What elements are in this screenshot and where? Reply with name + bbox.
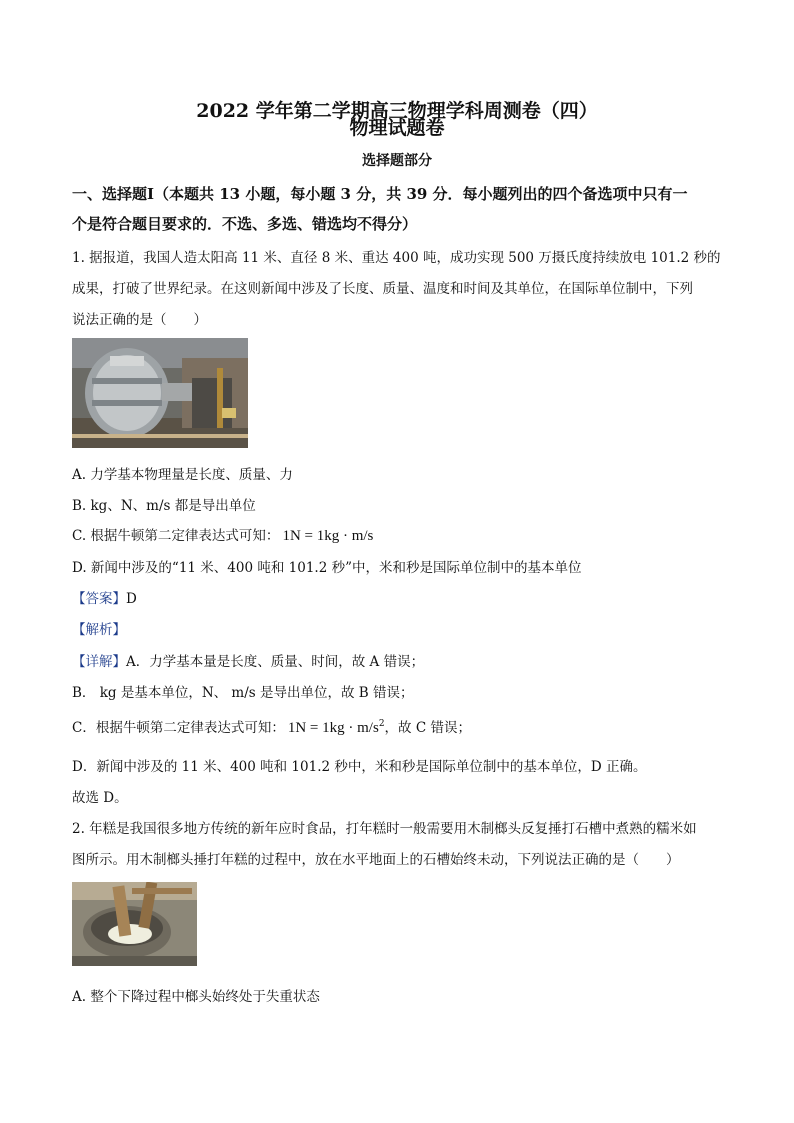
q1-stem-line2: 成果，打破了世界纪录。在这则新闻中涉及了长度、质量、温度和时间及其单位，在国际单位制中，下列 <box>72 281 693 297</box>
q2-option-a: A. 整个下降过程中榔头始终处于失重状态 <box>72 989 320 1005</box>
q1-stem-line1: 1. 据报道，我国人造太阳高 11 米、直径 8 米、重达 400 吨，成功实现 500 万摄氏度持续放电 101.2 秒的 <box>72 250 721 266</box>
q1-stem-line3: 说法正确的是（ ） <box>72 312 207 328</box>
detail-c <box>72 716 471 737</box>
q1-option-c-text: C. 根据牛顿第二定律表达式可知： <box>72 528 280 544</box>
section-instructions-line2: 个是符合题目要求的．不选、多选、错选均不得分） <box>72 215 418 233</box>
q2-stem-line1: 2. 年糕是我国很多地方传统的新年应时食品，打年糕时一般需要用木制榔头反复捶打石槽中煮熟的糯米如 <box>72 821 697 837</box>
q1-option-c <box>72 524 373 545</box>
q1-option-a: A. 力学基本物理量是长度、质量、力 <box>72 467 293 483</box>
answer-line <box>72 587 137 607</box>
q1-option-b: B. kg、N、m/s 都是导出单位 <box>72 498 256 514</box>
exam-title: 2022 学年第二学期高三物理学科周测卷（四） <box>196 100 598 122</box>
detail-c-text: C．根据牛顿第二定律表达式可知： <box>72 720 285 736</box>
q2-stem-line2: 图所示。用木制榔头捶打年糕的过程中，放在水平地面上的石槽始终未动，下列说法正确的是（ ） <box>72 852 680 868</box>
detail-a: A．力学基本量是长度、质量、时间，故 A 错误； <box>126 654 425 670</box>
detail-a-line <box>72 650 424 670</box>
q1-option-d: D. 新闻中涉及的“11 米、400 吨和 101.2 秒”中，米和秒是国际单位制中的基本单位 <box>72 560 582 576</box>
detail-c-formula: 1N = 1kg · m/s <box>287 720 379 736</box>
detail-c-tail: ，故 C 错误； <box>384 720 471 736</box>
detail-tag: 【详解】 <box>72 654 126 670</box>
detail-d: D．新闻中涉及的 11 米、400 吨和 101.2 秒中，米和秒是国际单位制中的基本单位，D 正确。 <box>72 759 647 775</box>
q1-option-c-formula: 1N = 1kg · m/s <box>282 528 374 544</box>
answer-value: D <box>126 591 137 607</box>
q1-conclusion: 故选 D。 <box>72 790 128 806</box>
tokamak-photo <box>72 338 248 448</box>
rice-cake-pounding-photo <box>72 882 197 966</box>
part-heading: 选择题部分 <box>362 153 432 169</box>
analysis-tag: 【解析】 <box>72 622 126 638</box>
paper-subtitle: 物理试题卷 <box>349 117 445 139</box>
answer-tag: 【答案】 <box>72 591 126 607</box>
section-instructions-line1: 一、选择题Ⅰ（本题共 13 小题，每小题 3 分，共 39 分．每小题列出的四个备选项中只有一 <box>72 185 688 203</box>
detail-c-exponent: 2 <box>378 719 385 729</box>
detail-b: B． kg 是基本单位，N、 m/s 是导出单位，故 B 错误； <box>72 685 414 701</box>
